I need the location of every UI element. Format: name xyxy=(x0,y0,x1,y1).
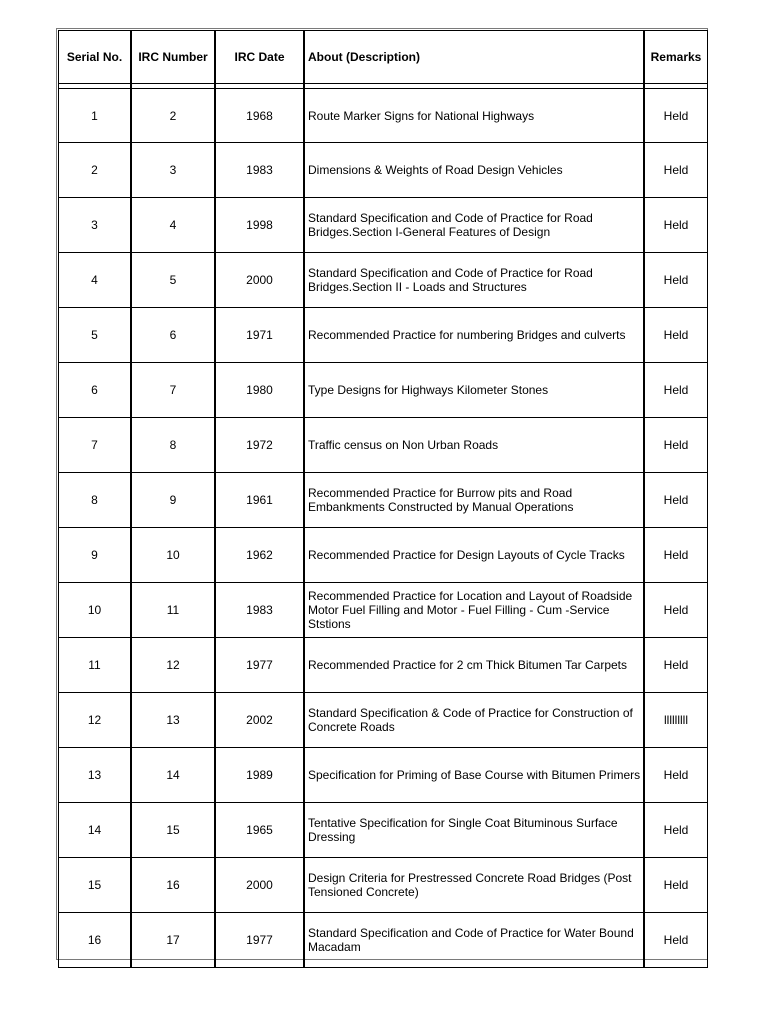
cell-about: Standard Specification & Code of Practice for Construction of Concrete Roads xyxy=(304,693,644,748)
cell-serial-no: 3 xyxy=(58,198,131,253)
cell-remarks: Held xyxy=(644,528,708,583)
cell-irc-date: 1965 xyxy=(215,803,304,858)
cell-irc-number: 16 xyxy=(131,858,215,913)
table-row xyxy=(58,748,708,803)
table-row xyxy=(58,88,708,143)
table-row xyxy=(58,418,708,473)
cell-remarks: lllllllll xyxy=(644,693,708,748)
cell-remarks: Held xyxy=(644,858,708,913)
cell-serial-no: 13 xyxy=(58,748,131,803)
header-about: About (Description) xyxy=(304,30,644,84)
table-row xyxy=(58,913,708,968)
cell-irc-number: 17 xyxy=(131,913,215,968)
cell-irc-date: 2002 xyxy=(215,693,304,748)
cell-irc-number: 15 xyxy=(131,803,215,858)
cell-remarks: Held xyxy=(644,143,708,198)
cell-serial-no: 15 xyxy=(58,858,131,913)
cell-serial-no: 2 xyxy=(58,143,131,198)
table-header-row xyxy=(58,30,708,84)
cell-about: Dimensions & Weights of Road Design Vehicles xyxy=(304,143,644,198)
cell-irc-number: 8 xyxy=(131,418,215,473)
table-body xyxy=(58,84,708,968)
cell-irc-number: 3 xyxy=(131,143,215,198)
cell-remarks: Held xyxy=(644,418,708,473)
cell-about: Tentative Specification for Single Coat Bituminous Surface Dressing xyxy=(304,803,644,858)
cell-remarks: Held xyxy=(644,583,708,638)
cell-remarks: Held xyxy=(644,803,708,858)
cell-remarks: Held xyxy=(644,638,708,693)
cell-remarks: Held xyxy=(644,308,708,363)
cell-remarks: Held xyxy=(644,253,708,308)
cell-irc-date: 1998 xyxy=(215,198,304,253)
cell-irc-date: 1961 xyxy=(215,473,304,528)
cell-serial-no: 8 xyxy=(58,473,131,528)
cell-serial-no: 6 xyxy=(58,363,131,418)
table-row xyxy=(58,528,708,583)
cell-irc-date: 1962 xyxy=(215,528,304,583)
cell-about: Design Criteria for Prestressed Concrete Road Bridges (Post Tensioned Concrete) xyxy=(304,858,644,913)
cell-remarks: Held xyxy=(644,748,708,803)
cell-serial-no: 12 xyxy=(58,693,131,748)
cell-irc-date: 1972 xyxy=(215,418,304,473)
cell-irc-date: 2000 xyxy=(215,253,304,308)
cell-serial-no: 11 xyxy=(58,638,131,693)
cell-remarks: Held xyxy=(644,88,708,143)
cell-irc-number: 5 xyxy=(131,253,215,308)
table-row xyxy=(58,858,708,913)
table-row xyxy=(58,308,708,363)
cell-irc-date: 1977 xyxy=(215,638,304,693)
cell-remarks: Held xyxy=(644,913,708,968)
cell-about: Standard Specification and Code of Practice for Road Bridges.Section I-General Features of Design xyxy=(304,198,644,253)
table-row xyxy=(58,253,708,308)
cell-irc-date: 1989 xyxy=(215,748,304,803)
cell-about: Standard Specification and Code of Practice for Road Bridges.Section II - Loads and Structures xyxy=(304,253,644,308)
table-row xyxy=(58,143,708,198)
cell-irc-number: 13 xyxy=(131,693,215,748)
irc-table xyxy=(58,30,708,968)
cell-serial-no: 14 xyxy=(58,803,131,858)
cell-serial-no: 10 xyxy=(58,583,131,638)
table-row xyxy=(58,638,708,693)
header-irc-date: IRC Date xyxy=(215,30,304,84)
cell-irc-number: 12 xyxy=(131,638,215,693)
cell-about: Recommended Practice for Location and Layout of Roadside Motor Fuel Filling and Motor - Fuel Filling - Cum -Service Ststions xyxy=(304,583,644,638)
cell-serial-no: 16 xyxy=(58,913,131,968)
cell-irc-number: 11 xyxy=(131,583,215,638)
document-frame xyxy=(56,28,708,960)
cell-irc-number: 4 xyxy=(131,198,215,253)
cell-irc-number: 14 xyxy=(131,748,215,803)
cell-irc-date: 1980 xyxy=(215,363,304,418)
cell-irc-date: 1971 xyxy=(215,308,304,363)
table-row xyxy=(58,473,708,528)
header-remarks: Remarks xyxy=(644,30,708,84)
table-row xyxy=(58,803,708,858)
cell-irc-number: 9 xyxy=(131,473,215,528)
cell-about: Recommended Practice for Design Layouts of Cycle Tracks xyxy=(304,528,644,583)
cell-irc-date: 1977 xyxy=(215,913,304,968)
cell-about: Type Designs for Highways Kilometer Stones xyxy=(304,363,644,418)
cell-remarks: Held xyxy=(644,198,708,253)
header-irc-number: IRC Number xyxy=(131,30,215,84)
cell-about: Route Marker Signs for National Highways xyxy=(304,88,644,143)
cell-about: Standard Specification and Code of Practice for Water Bound Macadam xyxy=(304,913,644,968)
cell-irc-number: 2 xyxy=(131,88,215,143)
cell-about: Recommended Practice for 2 cm Thick Bitumen Tar Carpets xyxy=(304,638,644,693)
cell-irc-number: 6 xyxy=(131,308,215,363)
table-row xyxy=(58,198,708,253)
cell-remarks: Held xyxy=(644,473,708,528)
header-serial-no: Serial No. xyxy=(58,30,131,84)
cell-irc-number: 10 xyxy=(131,528,215,583)
cell-serial-no: 4 xyxy=(58,253,131,308)
cell-remarks: Held xyxy=(644,363,708,418)
cell-about: Specification for Priming of Base Course with Bitumen Primers xyxy=(304,748,644,803)
cell-serial-no: 9 xyxy=(58,528,131,583)
table-row xyxy=(58,363,708,418)
cell-irc-date: 2000 xyxy=(215,858,304,913)
cell-irc-date: 1968 xyxy=(215,88,304,143)
cell-serial-no: 1 xyxy=(58,88,131,143)
table-row xyxy=(58,693,708,748)
cell-irc-date: 1983 xyxy=(215,583,304,638)
table-row xyxy=(58,583,708,638)
cell-about: Recommended Practice for Burrow pits and Road Embankments Constructed by Manual Operations xyxy=(304,473,644,528)
cell-irc-number: 7 xyxy=(131,363,215,418)
cell-about: Recommended Practice for numbering Bridges and culverts xyxy=(304,308,644,363)
cell-irc-date: 1983 xyxy=(215,143,304,198)
cell-about: Traffic census on Non Urban Roads xyxy=(304,418,644,473)
cell-serial-no: 7 xyxy=(58,418,131,473)
cell-serial-no: 5 xyxy=(58,308,131,363)
